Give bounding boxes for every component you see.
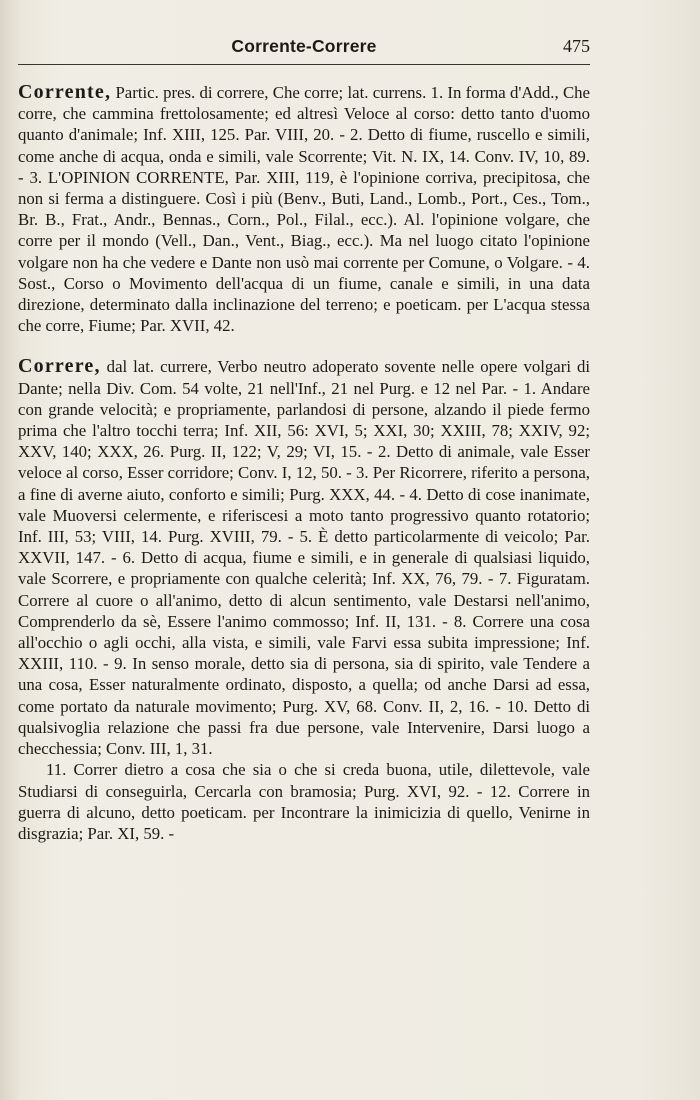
page-number: 475 [563, 36, 590, 56]
running-title: Corrente-Correre [231, 36, 377, 56]
dictionary-body [18, 82, 590, 844]
entry-paragraph [18, 356, 590, 759]
headword: Correre, [18, 355, 101, 378]
entry-correre [18, 356, 590, 844]
entry-text: Partic. pres. di correre, Che corre; lat. currens. 1. In forma d'Add., Che corre, che cammina frettolosamente; ed altresì Veloce al corso: detto tanto d'uomo quanto d'animale; Inf. XIII, 125. Par. VIII, 20. - 2. Detto di fiume, ruscello e simili, come anche di acqua, onda e simili, vale Scorrente; Vit. N. IX, 14. Conv. IV, 10, 89. - 3. L'OPINION CORRENTE, Par. XIII, 119, è l'opinione corriva, precipitosa, che non si ferma a distinguere. Così i più (Benv., Buti, Land., Lomb., Port., Ces., Tom., Br. B., Frat., Andr., Bennas., Corn., Pol., Filal., ecc.). Al. l'opinione volgare, che corre per il mondo (Vell., Dan., Vent., Biag., ecc.). Ma nel luogo citato l'opinione volgare non ha che vedere e Dante non usò mai corrente per Comune, o Volgare. - 4. Sost., Corso o Movimento dell'acqua di un fiume, canale e simili, in una data direzione, determinato dalla inclinazione del terreno; e poeticam. per L'acqua stessa che corre, Fiume; Par. XVII, 42. [18, 83, 590, 336]
entry-corrente [18, 82, 590, 336]
entry-paragraph [18, 82, 590, 336]
header-rule [18, 64, 590, 65]
page-header [18, 36, 590, 62]
headword: Corrente, [18, 81, 112, 103]
entry-continuation: 11. Correr dietro a cosa che sia o che si creda buona, utile, dilettevole, vale Studiarsi di conseguirla, Cercarla con bramosia; Purg. XVI, 92. - 12. Correre in guerra di alcuno, detto poeticam. per Incontrare la inimicizia di quello, Venirne in disgrazia; Par. XI, 59. - [18, 760, 590, 843]
entry-text: dal lat. currere, Verbo neutro adoperato sovente nelle opere volgari di Dante; nella Div. Com. 54 volte, 21 nell'Inf., 21 nel Purg. e 12 nel Par. - 1. Andare con grande velocità; e propriamente, parlandosi di persone, alzando il piede fermo prima che l'altro tocchi terra; Inf. XII, 56: XVI, 5; XXI, 30; XXIII, 78; XXIV, 92; XXV, 140; XXX, 26. Purg. II, 122; V, 29; VI, 15. - 2. Detto di animale, vale Esser veloce al corso, Esser corridore; Conv. I, 12, 50. - 3. Per Ricorrere, riferito a persona, a fine di averne aiuto, conforto e simili; Purg. XXX, 44. - 4. Detto di cose inanimate, vale Muoversi celermente, e riferiscesi a moto tanto progressivo quanto rotatorio; Inf. III, 53; VIII, 14. Purg. XVIII, 79. - 5. È detto particolarmente di veicolo; Par. XXVII, 147. - 6. Detto di acqua, fiume e simili, e in generale di qualsiasi liquido, vale Scorrere, e propriamente con qualche celerità; Inf. XX, 76, 79. - 7. Figuratam. Correre al cuore o all'animo, detto di alcun sentimento, vale Destarsi nell'animo, Comprenderlo da sè, Essere l'animo commosso; Inf. II, 131. - 8. Correre una cosa all'occhio o agli occhi, alla vista, e simili, vale Farvi essa subita impressione; Inf. XXIII, 110. - 9. In senso morale, detto sia di persona, sia di spirito, vale Tendere a una cosa, Esser naturalmente ordinato, disposto, a quella; od anche Darsi ad essa, come portato da naturale movimento; Purg. XV, 68. Conv. II, 2, 16. - 10. Detto di qualsivoglia relazione che passi fra due persone, vale Intervenire, Darsi luogo a checchessia; Conv. III, 1, 31. [18, 357, 590, 759]
